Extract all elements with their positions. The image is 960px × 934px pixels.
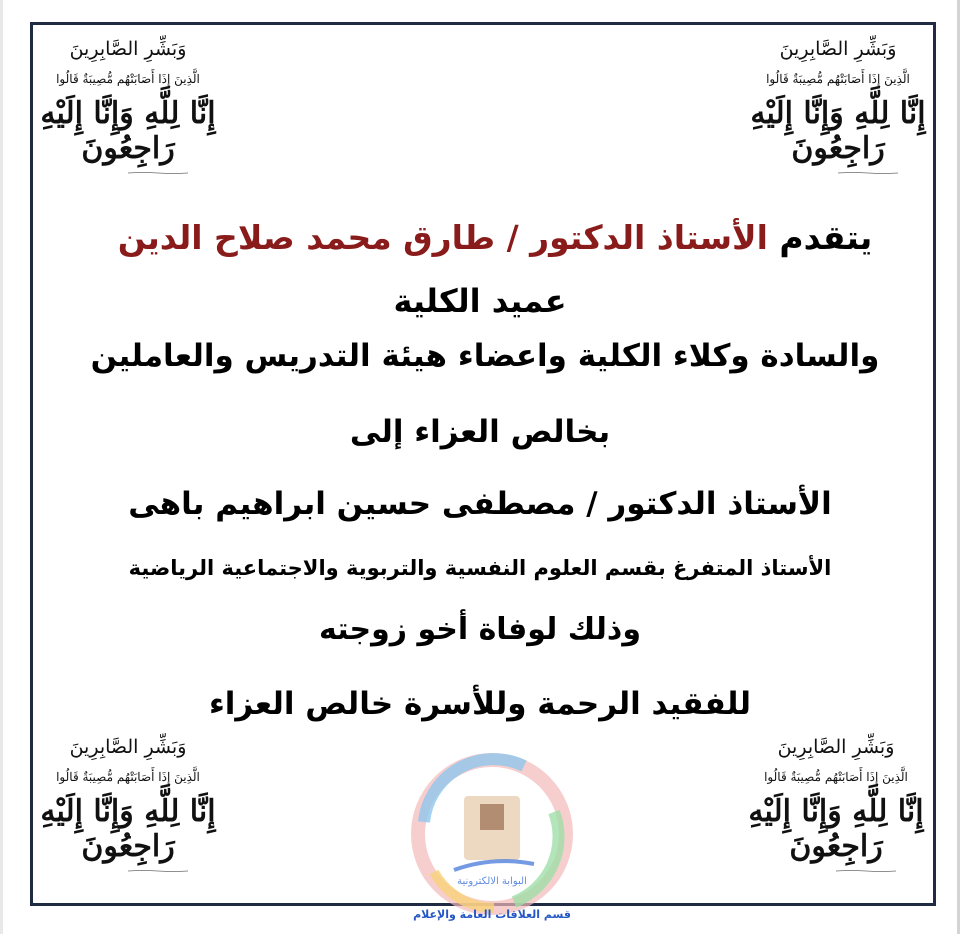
ornament-icon: [838, 172, 898, 174]
verse-line-2: الَّذِينَ إِذَا أَصَابَتْهُم مُّصِيبَةٌ قَالُوا: [56, 72, 200, 86]
recipient-role: الأستاذ المتفرغ بقسم العلوم النفسية والتربوية والاجتماعية الرياضية: [128, 556, 832, 580]
logo-caption: قسم العلاقات العامة والإعلام: [413, 908, 571, 921]
ornament-icon: [836, 870, 896, 872]
sender-line: [90, 218, 900, 257]
reason-line: وذلك لوفاة أخو زوجته: [319, 612, 641, 647]
verse-line-1: وَبَشِّرِ الصَّابِرِينَ: [69, 38, 187, 60]
calligraphy-top-left: [28, 30, 228, 180]
verse-line-1: وَبَشِّرِ الصَّابِرِينَ: [69, 736, 187, 758]
calligraphy-top-right: [738, 30, 938, 180]
calligraphy-bottom-left: [28, 728, 228, 878]
portal-text: البوابة الالكترونية: [457, 876, 527, 887]
condolence-line: بخالص العزاء إلى: [349, 414, 611, 450]
sender-name: الأستاذ الدكتور / طارق محمد صلاح الدين: [117, 218, 768, 257]
verse-line-1: وَبَشِّرِ الصَّابِرِينَ: [777, 736, 895, 758]
calligraphy-bottom-right: [736, 728, 936, 878]
ornament-icon: [128, 172, 188, 174]
participants-line: والسادة وكلاء الكلية واعضاء هيئة التدريس والعاملين: [90, 338, 880, 374]
sender-title: عميد الكلية: [393, 282, 567, 320]
recipient-name: الأستاذ الدكتور / مصطفى حسين ابراهيم باهى: [128, 486, 832, 522]
verse-line-3: إِنَّا لِلَّهِ وَإِنَّا إِلَيْهِ رَاجِعُونَ: [40, 794, 216, 864]
left-edge-shadow: [0, 0, 3, 934]
verse-line-2: الَّذِينَ إِذَا أَصَابَتْهُم مُّصِيبَةٌ قَالُوا: [766, 72, 910, 86]
verse-line-2: الَّذِينَ إِذَا أَصَابَتْهُم مُّصِيبَةٌ قَالُوا: [764, 770, 908, 784]
verse-line-3: إِنَّا لِلَّهِ وَإِنَّا إِلَيْهِ رَاجِعُونَ: [748, 794, 924, 864]
department-logo: [404, 752, 580, 928]
verse-line-3: إِنَّا لِلَّهِ وَإِنَّا إِلَيْهِ رَاجِعُونَ: [750, 96, 926, 166]
verse-line-3: إِنَّا لِلَّهِ وَإِنَّا إِلَيْهِ رَاجِعُونَ: [40, 96, 216, 166]
intro-word: يتقدم: [779, 218, 873, 257]
ornament-icon: [128, 870, 188, 872]
closing-line: للفقيد الرحمة وللأسرة خالص العزاء: [208, 686, 752, 722]
verse-line-2: الَّذِينَ إِذَا أَصَابَتْهُم مُّصِيبَةٌ قَالُوا: [56, 770, 200, 784]
verse-line-1: وَبَشِّرِ الصَّابِرِينَ: [779, 38, 897, 60]
